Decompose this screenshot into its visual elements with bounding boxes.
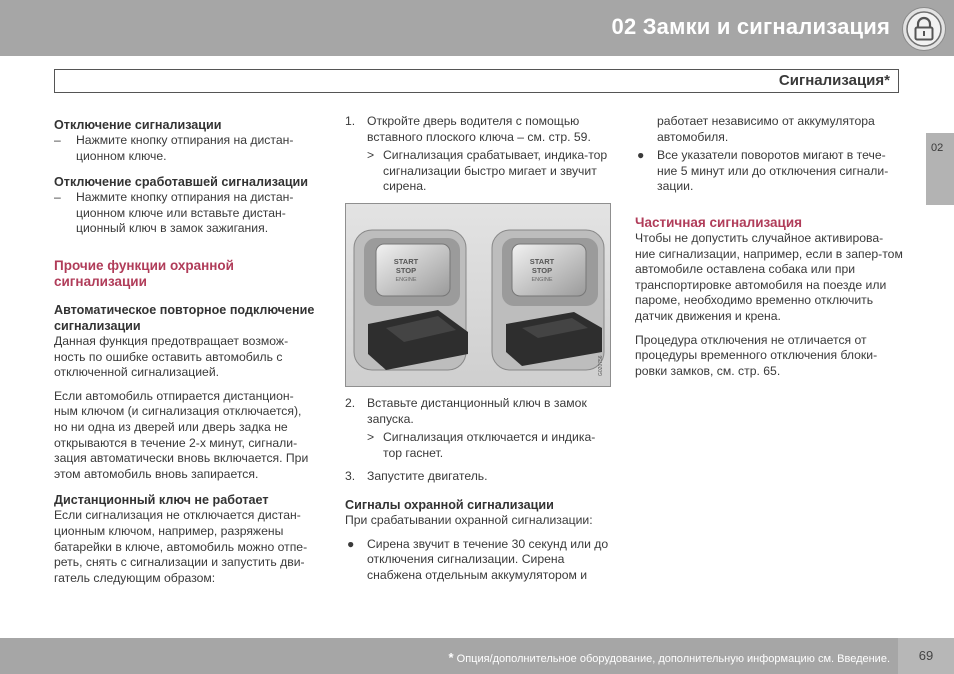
list-item-text: Нажмите кнопку отпирания на дистан-ционном ключе. xyxy=(76,133,294,163)
start-button-label: STOP xyxy=(531,266,553,275)
step-number: 1. xyxy=(345,114,356,128)
step-item xyxy=(345,469,611,485)
step-text: Вставьте дистанционный ключ в замок запуска. xyxy=(367,396,587,426)
page-footer xyxy=(0,638,954,674)
step-text: Откройте дверь водителя с помощью вставного плоского ключа – см. стр. 59. xyxy=(367,114,591,144)
bullet-text: Сирена звучит в течение 30 секунд или до отключения сигнализации. Сирена снабжена отдельным аккумулятором и xyxy=(367,536,609,582)
paragraph: При срабатывании охранной сигнализации: xyxy=(345,512,593,527)
column-middle xyxy=(345,114,611,195)
section-title: Сигнализация* xyxy=(778,72,890,89)
step-number: 2. xyxy=(345,396,356,410)
paragraph: Процедура отключения не отличается от процедуры временного отключения блоки-ровки замков, см. стр. 65. xyxy=(635,332,878,378)
ignition-photo xyxy=(345,203,611,387)
column-right xyxy=(635,114,903,379)
heading-alarm-off: Отключение сигнализации xyxy=(54,118,222,132)
chapter-tab xyxy=(926,133,954,205)
result-text: Сигнализация отключается и индика-тор гаснет. xyxy=(383,430,596,460)
paragraph: Данная функция предотвращает возмож-ность по ошибке оставить автомобиль с отключенной сигнализацией. xyxy=(54,333,289,380)
step-text: Запустите двигатель. xyxy=(367,469,488,484)
heading-triggered-off: Отключение сработавшей сигнализации xyxy=(54,175,309,190)
column-left xyxy=(54,117,316,586)
paragraph: Если автомобиль отпирается дистанцион-ным ключом (и сигнализация отключается), но ни одна из дверей или дверь задка не открываются в течение 2-х минут, сигнали-зация автоматически вновь включается. При этом автомобиль вновь запирается. xyxy=(54,388,309,481)
start-button-label: START xyxy=(393,257,419,266)
page-number: 69 xyxy=(918,648,934,663)
lock-icon xyxy=(902,7,946,51)
heading-remote-not-working: Дистанционный ключ не работает xyxy=(54,493,269,508)
column-middle-lower xyxy=(345,396,611,583)
result-marker: > xyxy=(367,430,375,445)
bullet-item xyxy=(635,148,903,195)
list-item xyxy=(54,133,316,164)
bullet-continuation: работает независимо от аккумулятора автомобиля. xyxy=(657,114,875,144)
page-number-box xyxy=(898,638,954,674)
result-text: Сигнализация срабатывает, индика-тор сигнализации быстро мигает и звучит сирена. xyxy=(383,148,608,194)
page-header xyxy=(0,0,954,56)
step-result xyxy=(345,148,611,195)
start-button-label: ENGINE xyxy=(531,277,553,283)
bullet-marker: ● xyxy=(637,148,645,163)
chapter-tab-label: 02 xyxy=(931,142,944,154)
step-result xyxy=(345,430,611,461)
section-header xyxy=(54,69,899,93)
bullet-item xyxy=(345,537,611,584)
footnote xyxy=(449,650,890,665)
start-button-label: ENGINE xyxy=(395,277,417,283)
start-button-label: START xyxy=(529,257,555,266)
result-marker: > xyxy=(367,148,375,163)
dash-marker: – xyxy=(54,133,61,147)
bullet-text: Все указатели поворотов мигают в тече-ние 5 минут или до отключения сигнали-зации. xyxy=(657,148,889,194)
heading-auto-rearm: Автоматическое повторное подключение сигнализации xyxy=(54,302,315,333)
list-item-text: Нажмите кнопку отпирания на дистан-ционном ключе или вставьте дистан-ционный ключ в замок зажигания. xyxy=(76,190,294,236)
photo-code: G020756 xyxy=(598,355,604,376)
heading-alarm-signals: Сигналы охранной сигнализации xyxy=(345,497,554,512)
heading-other-functions: Прочие функции охранной сигнализации xyxy=(54,257,234,289)
step-number: 3. xyxy=(345,469,356,484)
footnote-text: Опция/дополнительное оборудование, дополнительную информацию см. Введение. xyxy=(456,653,890,665)
paragraph: Если сигнализация не отключается дистан-ционным ключом, например, разряжены батарейки в ключе, автомобиль можно отпе-реть, снять с сигнализации и запустить дви-гатель следующим образом: xyxy=(54,508,308,585)
footnote-star: * xyxy=(448,650,454,665)
paragraph: Чтобы не допустить случайное активирова-ние сигнализации, например, если в запер-том автомобиле оставлена собака или при транспортировке автомобиля на поезде или пароме, необходимо временно отключить датчик движения и крена. xyxy=(635,230,903,323)
step-item xyxy=(345,114,611,145)
step-item xyxy=(345,396,611,427)
start-button-label: STOP xyxy=(395,266,417,275)
bullet-marker: ● xyxy=(347,536,355,551)
list-item xyxy=(54,190,316,237)
chapter-title: 02 Замки и сигнализация xyxy=(611,14,890,39)
dash-marker: – xyxy=(54,190,61,205)
heading-partial-alarm: Частичная сигнализация xyxy=(635,214,803,230)
